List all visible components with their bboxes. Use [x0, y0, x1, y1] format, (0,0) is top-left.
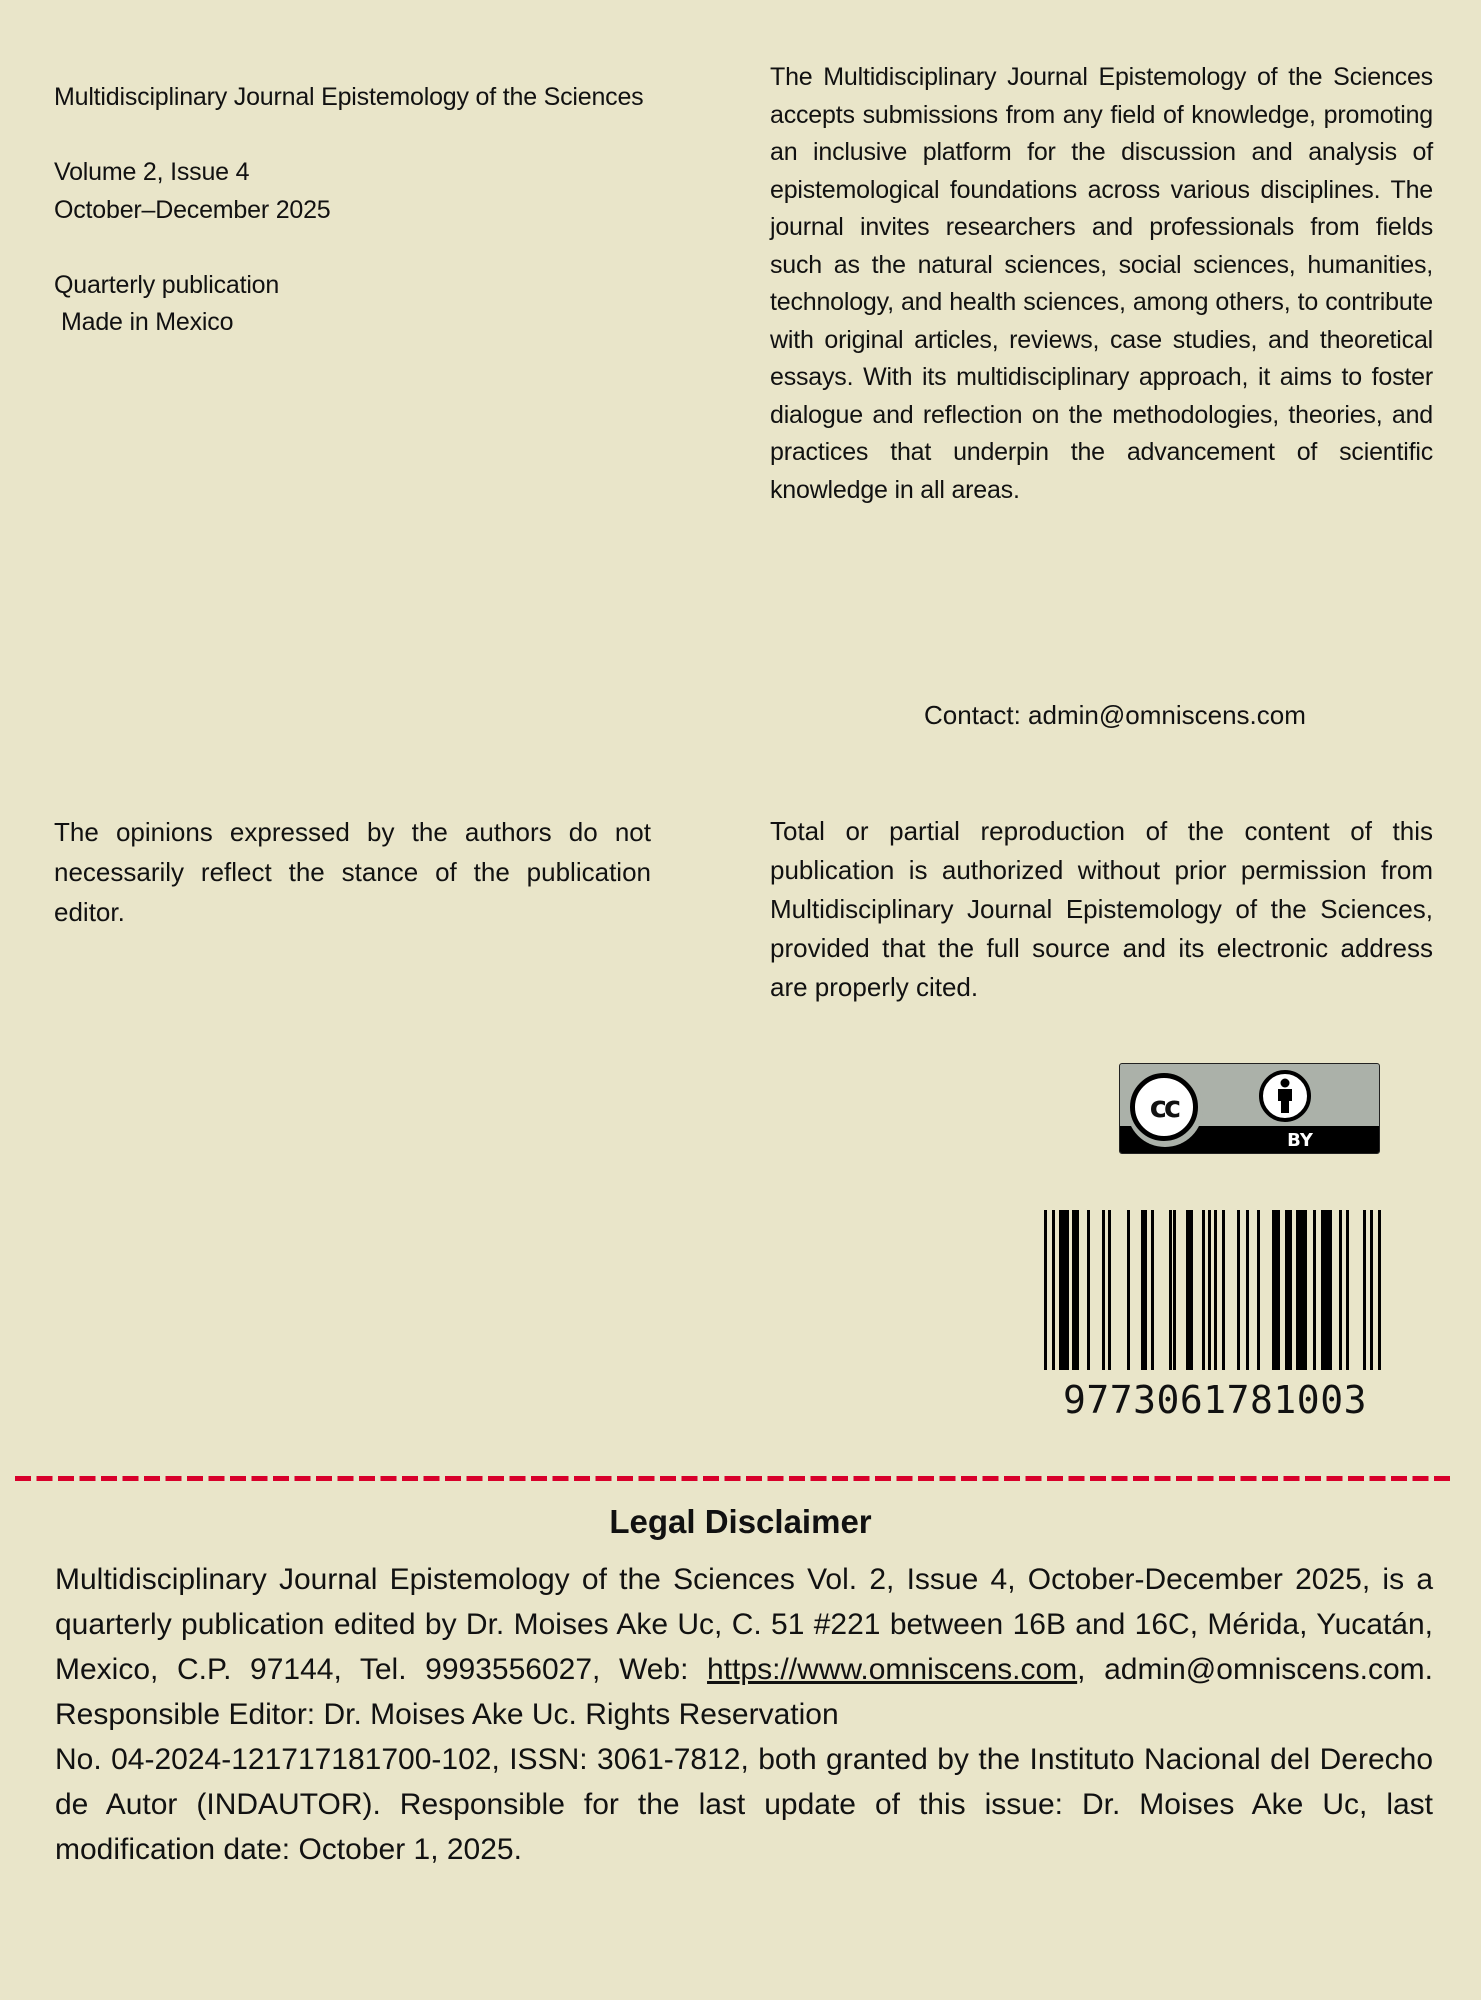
barcode-bar [1346, 1210, 1349, 1370]
by-label: BY [1287, 1130, 1313, 1151]
barcode-bar [1378, 1210, 1381, 1370]
barcode-bar [1141, 1210, 1147, 1370]
website-link[interactable]: https://www.omniscens.com [707, 1653, 1078, 1686]
barcode-bar [1313, 1210, 1316, 1370]
contact-email[interactable]: Contact: admin@omniscens.com [924, 700, 1306, 730]
barcode-bar [1108, 1210, 1111, 1370]
barcode-bar [1102, 1210, 1105, 1370]
legal-disclaimer-body: Multidisciplinary Journal Epistemology of the Sciences Vol. 2, Issue 4, October-December 2025, is a quarterly publication edited by Dr. Moises Ake Uc, C. 51 #221 between 16B and 16C, Mérida, Yucatán, Mexico, C.P. 97144, Tel. 9993556027, Web: https://www.omniscens.com, admin@omniscens.com. Responsible Editor: Dr. Moises Ake Uc. Rights Reservation No. 04-2024-121717181700-102, ISSN: 3061-7812, both granted by the Instituto Nacional del Derecho de Autor (INDAUTOR). Responsible for the last update of this issue: Dr. Moises Ake Uc, last modification date: October 1, 2025. [55, 1563, 1433, 1866]
barcode-bar [1222, 1210, 1225, 1370]
journal-name: Multidisciplinary Journal Epistemology of the Sciences [54, 83, 644, 111]
barcode-bar [1285, 1210, 1292, 1370]
journal-description: The Multidisciplinary Journal Epistemology of the Sciences accepts submissions from any field of knowledge, promoting an inclusive platform for the discussion and analysis of epistemological foundations across various disciplines. The journal invites researchers and professionals from fields such as the natural sciences, social sciences, humanities, technology, and health sciences, among others, to contribute with original articles, reviews, case studies, and theoretical essays. With its multidisciplinary approach, it aims to foster dialogue and reflection on the methodologies, theories, and practices that underpin the advancement of scientific knowledge in all areas. [770, 63, 1433, 504]
publication-period: October–December 2025 [54, 195, 331, 224]
barcode-bar [1257, 1210, 1260, 1370]
barcode-bar [1321, 1210, 1332, 1370]
barcode-bar [1272, 1210, 1280, 1370]
barcode-bar [1208, 1210, 1211, 1370]
barcode-bar [1044, 1210, 1047, 1370]
barcode-bar [1246, 1210, 1249, 1370]
dashed-divider [15, 1476, 1452, 1481]
barcode-bar [1214, 1210, 1217, 1370]
attribution-person-icon [1259, 1070, 1311, 1122]
barcode-bar [1052, 1210, 1055, 1370]
volume-issue: Volume 2, Issue 4 [54, 158, 250, 186]
barcode-bar [1363, 1210, 1366, 1370]
barcode-bar [1173, 1210, 1176, 1370]
barcode-bar [1151, 1210, 1154, 1370]
publication-origin: Made in Mexico [61, 308, 234, 336]
masthead [54, 79, 674, 342]
reproduction-notice: Total or partial reproduction of the content of this publication is authorized without prior permission from Multidisciplinary Journal Epistemology of the Sciences, provided that the full source and its electronic address are properly cited. [770, 816, 1433, 1002]
legal-disclaimer-title: Legal Disclaimer [609, 1503, 872, 1540]
opinions-disclaimer: The opinions expressed by the authors do not necessarily reflect the stance of the publication editor. [54, 817, 651, 927]
barcode-bar [1059, 1210, 1069, 1370]
creative-commons-by-icon[interactable] [1119, 1063, 1380, 1154]
barcode-bar [1339, 1210, 1342, 1370]
barcode-bar [1087, 1210, 1090, 1370]
publication-frequency: Quarterly publication [54, 270, 280, 299]
barcode-bar [1169, 1210, 1172, 1370]
barcode-icon [1040, 1210, 1390, 1370]
barcode-bar [1296, 1210, 1307, 1370]
cc-icon: cc [1130, 1073, 1198, 1141]
barcode-bar [1072, 1210, 1079, 1370]
barcode-bar [1202, 1210, 1205, 1370]
barcode-bar [1186, 1210, 1193, 1370]
barcode-number: 9773061781003 [1063, 1378, 1367, 1422]
barcode-bar [1370, 1210, 1373, 1370]
barcode-bar [1127, 1210, 1130, 1370]
barcode-bar [1237, 1210, 1240, 1370]
